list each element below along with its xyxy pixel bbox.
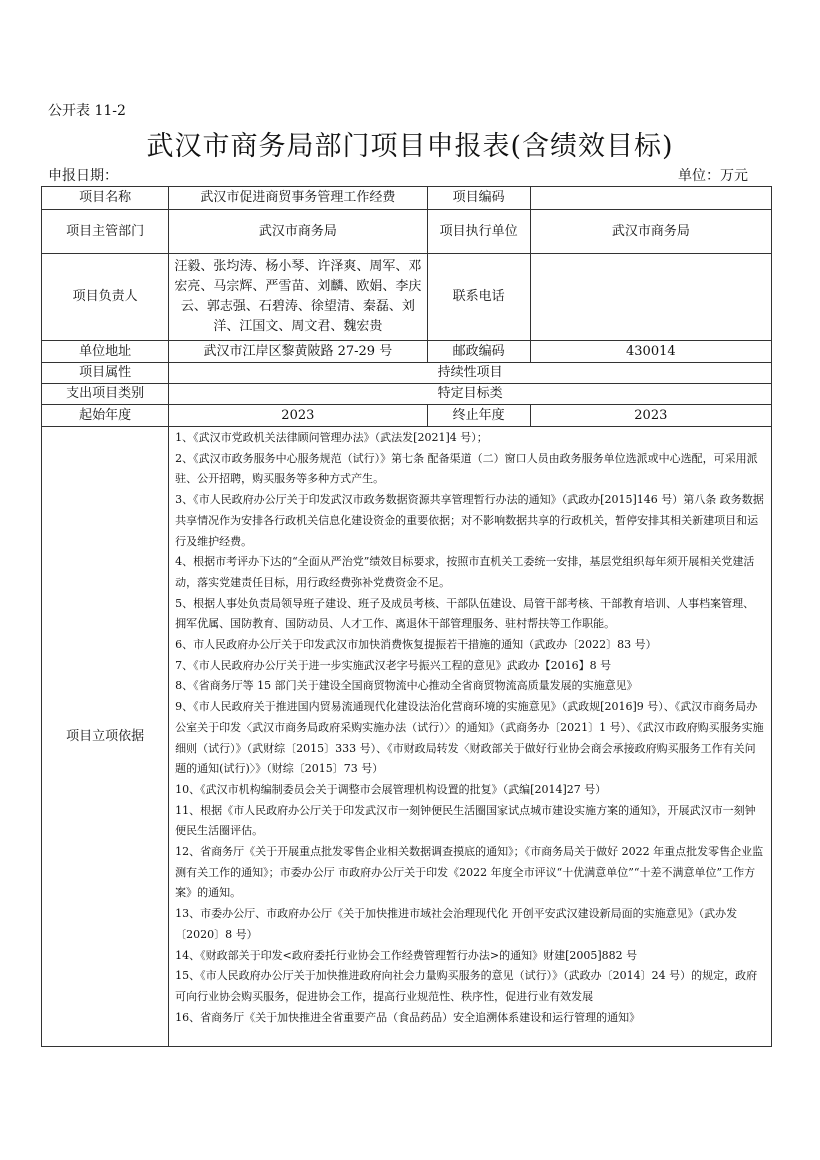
basis-item: 9、《市人民政府关于推进国内贸易流通现代化建设法治化营商环境的实施意见》（武政规[2016]9 号）、《武汉市商务局办公室关于印发〈武汉市商务局政府采购实施办法（试行）〉的通知》（武商务办〔2021〕1 号）、《武汉市政府购买服务实施细则（试行）》（武财综〔2015〕333 号）、《市财政局转发〈财政部关于做好行业协会商会承接政府购买服务工作有关问题的通知(试行)〉》（财综〔2015〕73 号） bbox=[175, 700, 764, 776]
attr-value: 持续性项目 bbox=[169, 363, 772, 384]
end-year-value: 2023 bbox=[530, 405, 771, 427]
basis-item: 11、根据《市人民政府办公厅关于印发武汉市一刻钟便民生活圈国家试点城市建设实施方案的通知》，开展武汉市一刻钟便民生活圈评估。 bbox=[175, 803, 756, 838]
category-value: 特定目标类 bbox=[169, 384, 772, 405]
address-label: 单位地址 bbox=[42, 341, 169, 363]
end-year-label: 终止年度 bbox=[427, 405, 530, 427]
leader-label: 项目负责人 bbox=[42, 254, 169, 341]
form-number: 公开表 11-2 bbox=[48, 103, 126, 119]
basis-item: 13、市委办公厅、市政府办公厅《关于加快推进市域社会治理现代化 开创平安武汉建设新局面的实施意见》（武办发〔2020〕8 号） bbox=[175, 907, 738, 941]
project-name-label: 项目名称 bbox=[42, 187, 169, 210]
table-row bbox=[42, 363, 772, 384]
basis-item: 14、《财政部关于印发<政府委托行业协会工作经费管理暂行办法>的通知》财建[2005]882 号 bbox=[175, 948, 638, 962]
basis-item: 6、市人民政府办公厅关于印发武汉市加快消费恢复提振若干措施的通知（武政办〔2022〕83 号） bbox=[175, 638, 657, 652]
dept-label: 项目主管部门 bbox=[42, 210, 169, 254]
attr-label: 项目属性 bbox=[42, 363, 169, 384]
table-row bbox=[42, 427, 772, 1047]
basis-item: 1、《武汉市党政机关法律顾问管理办法》（武法发[2021]4 号）； bbox=[175, 431, 488, 444]
phone-label: 联系电话 bbox=[427, 254, 530, 341]
unit-label: 单位：万元 bbox=[678, 168, 748, 184]
table-row bbox=[42, 210, 772, 254]
exec-unit-label: 项目执行单位 bbox=[427, 210, 530, 254]
basis-item: 15、《市人民政府办公厅关于加快推进政府向社会力量购买服务的意见（试行）》（武政办〔2014〕24 号）的规定，政府可向行业协会购买服务，促进协会工作，提高行业规范性、秩序性，促进行业有效发展 bbox=[175, 969, 758, 1003]
table-row bbox=[42, 405, 772, 427]
basis-item: 5、根据人事处负责局领导班子建设、班子及成员考核、干部队伍建设、局管干部考核、干部教育培训、人事档案管理、拥军优属、国防教育、国防动员、人才工作、离退休干部管理服务、驻村帮扶等工作职能。 bbox=[175, 596, 755, 631]
phone-value bbox=[530, 254, 771, 341]
project-code-label: 项目编码 bbox=[427, 187, 530, 210]
project-form-table bbox=[41, 186, 772, 1047]
start-year-label: 起始年度 bbox=[42, 405, 169, 427]
page-title: 武汉市商务局部门项目申报表(含绩效目标) bbox=[146, 131, 674, 162]
postcode-value: 430014 bbox=[530, 341, 771, 363]
basis-item: 2、《武汉市政务服务中心服务规范（试行）》第七条 配备渠道（二）窗口人员由政务服务单位选派或中心选配，可采用派驻、公开招聘，购买服务等多种方式产生。 bbox=[175, 451, 758, 486]
dept-value: 武汉市商务局 bbox=[169, 210, 427, 254]
basis-item: 8、《省商务厅等 15 部门关于建设全国商贸物流中心推动全省商贸物流高质量发展的实施意见》 bbox=[175, 679, 638, 693]
basis-item: 16、省商务厅《关于加快推进全省重要产品（食品药品）安全追溯体系建设和运行管理的通知》 bbox=[175, 1010, 641, 1024]
table-row bbox=[42, 341, 772, 363]
start-year-value: 2023 bbox=[169, 405, 427, 427]
basis-item: 3、《市人民政府办公厅关于印发武汉市政务数据资源共享管理暂行办法的通知》（武政办[2015]146 号）第八条 政务数据共享情况作为安排各行政机关信息化建设资金的重要依据；对不影响数据共享的行政机关，暂停安排其相关新建项目和运行及维护经费。 bbox=[175, 493, 764, 548]
leader-names: 汪毅、张均涛、杨小琴、许泽爽、周军、邓宏亮、马宗辉、严雪苗、刘麟、欧娟、李庆云、郭志强、石碧涛、徐望清、秦磊、刘洋、江国文、周文君、魏宏贵 bbox=[169, 254, 427, 341]
date-label: 申报日期： bbox=[48, 168, 118, 184]
table-row bbox=[42, 187, 772, 210]
table-row bbox=[42, 254, 772, 341]
basis-item: 4、根据市考评办下达的“全面从严治党”绩效目标要求，按照市直机关工委统一安排，基层党组织每年须开展相关党建活动，落实党建责任目标，用行政经费弥补党费资金不足。 bbox=[175, 555, 755, 589]
project-code-value bbox=[530, 187, 771, 210]
basis-item: 12、省商务厅《关于开展重点批发零售企业相关数据调查摸底的通知》；《市商务局关于做好 2022 年重点批发零售企业监测有关工作的通知》；市委办公厅 市政府办公厅关于印发《2022 年度全市评议“十优满意单位”“十差不满意单位”工作方案》的通知。 bbox=[175, 845, 764, 900]
postcode-label: 邮政编码 bbox=[427, 341, 530, 363]
project-name-value: 武汉市促进商贸事务管理工作经费 bbox=[169, 187, 427, 210]
basis-label: 项目立项依据 bbox=[42, 427, 169, 1047]
address-value: 武汉市江岸区黎黄陂路 27-29 号 bbox=[169, 341, 427, 363]
table-row bbox=[42, 384, 772, 405]
basis-item: 10、《武汉市机构编制委员会关于调整市会展管理机构设置的批复》（武编[2014]27 号） bbox=[175, 782, 607, 796]
basis-list bbox=[169, 427, 772, 1047]
category-label: 支出项目类别 bbox=[42, 384, 169, 405]
basis-item: 7、《市人民政府办公厅关于进一步实施武汉老字号振兴工程的意见》武政办【2016】8 号 bbox=[175, 658, 612, 672]
exec-unit-value: 武汉市商务局 bbox=[530, 210, 771, 254]
